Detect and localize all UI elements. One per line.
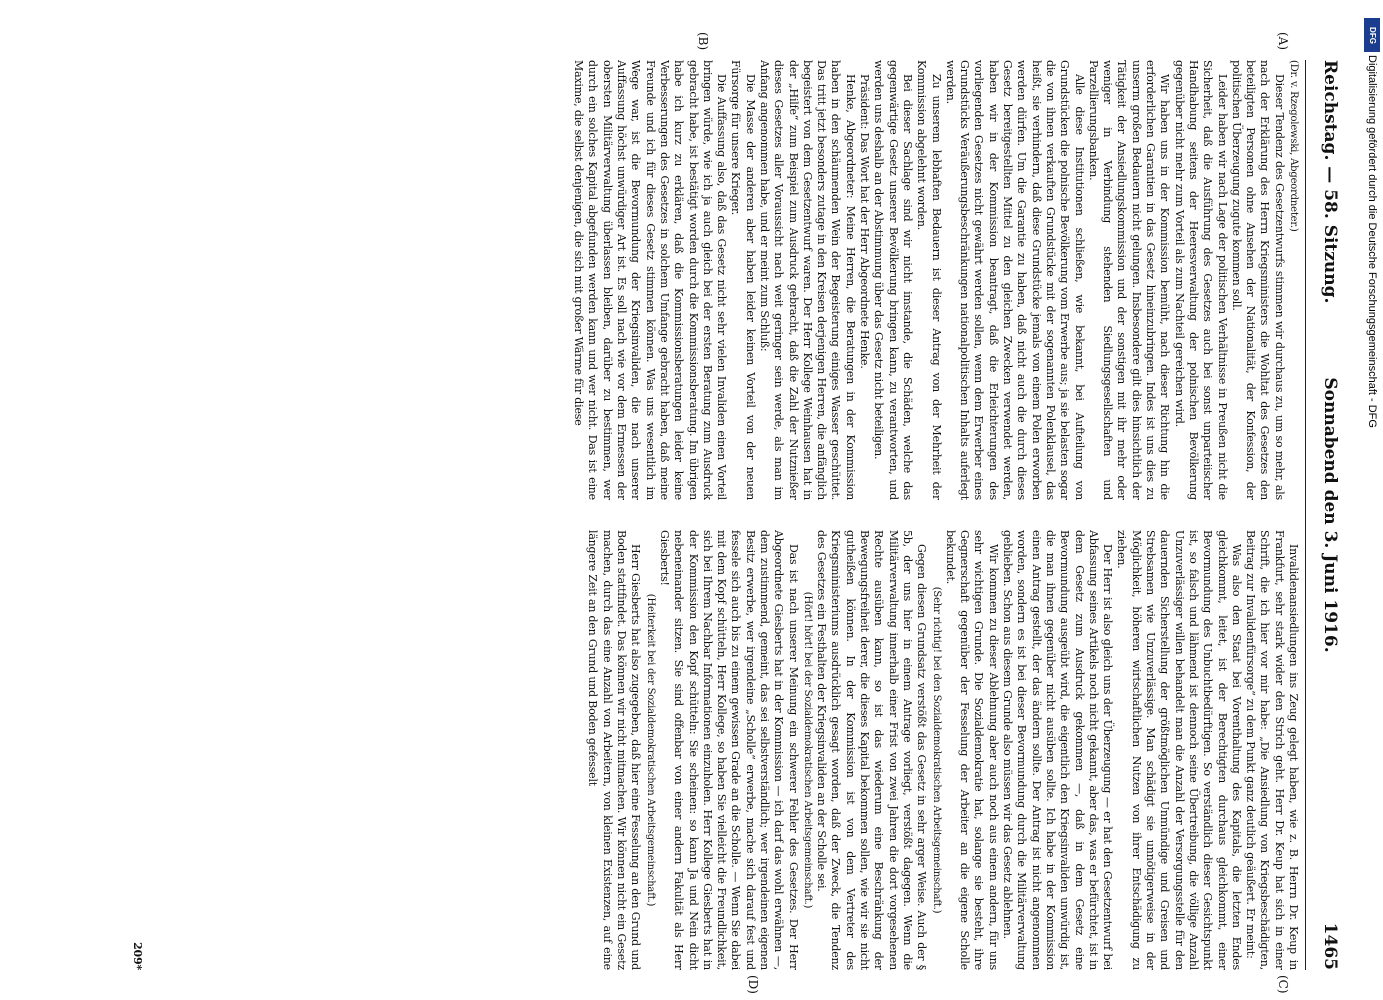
paragraph: Dieser Tendenz des Gesetzentwurfs stimmen wir durchaus zu, um so mehr, als nach der Erklärung des Herrn Kriegsministers die Wohltat des Gesetzes den beteiligten Personen ohne Ansehen der Nationalität, der Konfession, der politischen Überzeugung zugute kommen soll.: [1229, 60, 1286, 500]
digitization-sidebar: [1362, 10, 1382, 990]
paragraph: Wir haben uns in der Kommission bemüht, nach dieser Richtung hin die erforderlichen Garantien in das Gesetz hineinzubringen. Indes ist uns dies zu unserm großen Bedauern nicht gelungen. Insbesondere gilt dies hinsichtlich der Tätigkeit der Ansiedlungskommission und der sonstigen mit ihr mehr oder weniger in Verbindung stehenden Siedlungsgesellschaften und Parzellierungsbanken.: [1086, 60, 1172, 500]
header-page-number: 1465: [1320, 922, 1340, 970]
header-rule: [1305, 60, 1306, 970]
margin-marker-d: (D): [746, 975, 760, 994]
paragraph: Die Masse der anderen aber haben leider keinen Vorteil von der neuen Fürsorge für unsere Krieger.: [729, 60, 757, 500]
paragraph: Henke, Abgeordneter: Meine Herren, die Beratungen in der Kommission haben in den schäumenden Wein der Begeisterung einiges Wasser geschüttet. Das tritt jetzt besonders zutage in den Kreisen derjenigen Herren, die anfänglich begeistert von dem Gesetzentwurf waren. Der Herr Kollege Weinhausen hat in der „Hilfe“ zum Beispiel zum Ausdruck gebracht, daß die Zahl der Nutznießer dieses Gesetzes aller Voraussicht nach weit geringer sein werde, als man im Anfang angenommen habe, und er meint zum Schluß:: [758, 60, 857, 500]
paragraph: Was also den Staat bei Vorenthaltung des Kapitals, die letzten Endes gleichkommt, leitet, ist der Berechtigten durchaus gleichkommt, einer Bevormundung des Unbuchtbedürftigen. So verständlich dieser Gesichtspunkt ist, so falsch und lähmend ist dennoch seine Übertreibung, die völlige Anzahl Unzuverlässiger willen behandelt man die Anzahl der Versorgungsstelle für den dauernden Sicherstellung der größtmöglichen Unmündige und Greisen und Strebsamen wie Unzuverlässige. Man schädigt sie unnötigerweise in der Möglichkeit, höheren wirtschaftlichen Nutzen von ihrer Entschädigung zu ziehen.: [1115, 530, 1243, 970]
speaker-note: (Dr. v. Rzegolewski, Abgeordneter.): [1288, 60, 1299, 232]
left-text-column: [130, 60, 1300, 500]
paragraph: Zu unserem lebhaften Bedauern ist dieser Antrag von der Mehrheit der Kommission abgelehnt worden.: [915, 60, 943, 500]
left-paragraphs: [571, 60, 1286, 500]
header-left: Reichstag. — 58. Sitzung.: [1320, 60, 1340, 304]
digitization-credit: Digitalisierung gefördert durch die Deutsche Forschungsgemeinschaft - DFG: [1366, 55, 1378, 428]
paragraph: Alle diese Institutionen schließen, wie bekannt, bei Aufteilung von Grundstücken die polnische Bevölkerung vom Erwerbe aus; ja sie belasten sogar die von ihnen verkauften Grundstücke mit der sogenannten Polenklausel, das heißt, sie verhindern, daß diese Grundstücke jemals von einem Polen erworben werden dürfen. Um die Garantie zu haben, daß nicht auch die durch dieses Gesetz bereitgestellten Mittel zu den gleichen Zwecken verwendet werden, haben wir in der Kommission beantragt, daß die Erleichterungen des vorliegenden Gesetzes nicht gewährt werden sollen, wenn dem Erwerber eines Grundstücks Veräußerungsbeschränkungen nationalpolitischen Inhalts auferlegt werden.: [943, 60, 1086, 500]
dfg-logo: [1364, 18, 1380, 52]
scanned-page: [60, 20, 1360, 994]
paragraph: (Heiterkeit bei der Sozialdemokratischen Arbeitsgemeinschaft.): [644, 593, 656, 907]
paragraph: Leider haben wir nach Lage der politischen Verhältnisse in Preußen nicht die Sicherheit, daß die Ausführung des Gesetzes auch bei sonst unparteiischer Handhabung seitens der Heeresverwaltung der polnischen Bevölkerung gegenüber nicht mehr zum Vorteil als zum Nachteil gereichen wird.: [1172, 60, 1229, 500]
paragraph: Herr Giesberts hat also zugegeben, daß hier eine Fesselung an den Grund und Boden stattfindet. Das können wir nicht mitmachen. Wir können nicht ein Gesetz machen, durch das eine Anzahl von Arbeitern, von kleinen Existenzen, auf eine längere Zeit an den Grund und Boden gefesselt: [586, 530, 643, 970]
paragraph: Gegen diesen Grundsatz verstößt das Gesetz in sehr arger Weise. Auch der § 5b, der uns hier in einem Antrage vorliegt, verstößt dagegen. Wenn die Militärverwaltung innerhalb einer Frist von zwei Jahren die dort vorgesehenen Rechte ausüben kann, so ist das wiederum eine Beschränkung der Bewegungsfreiheit derer, die dieses Kapital bekommen sollen, wie wir sie nicht gutheißen können. In der Kommission ist von dem Vertreter des Kriegsministeriums ausdrücklich gesagt worden, daß der Zweck, die Tendenz des Gesetzes ein Festhalten der Kriegsinvaliden an der Scholle sei.: [815, 530, 929, 970]
margin-marker-c: (C): [1276, 975, 1290, 994]
running-header: [1310, 60, 1350, 970]
right-text-column: [130, 530, 1300, 970]
paragraph: Wir kommen zu dieser Ablehnung aber auch noch aus einem andern, für uns sehr wichtigen Grunde. Die Sozialdemokratie hat, solange sie besteht, ihre Gegnerschaft gegenüber der Fesselung der Arbeiter an die eigene Scholle bekundet.: [943, 530, 1000, 970]
paragraph: Bei dieser Sachlage sind wir nicht imstande, die Schäden, welche das gegenwärtige Gesetz unserer Bevölkerung bringen kann, zu verantworten, und werden uns deshalb an der Abstimmung über das Gesetz nicht beteiligen.: [872, 60, 914, 500]
paragraph: (Hört! hört! bei der Sozialdemokratischen Arbeitsgemeinschaft.): [801, 591, 813, 909]
margin-marker-a: (A): [1276, 32, 1290, 51]
dfg-logo-text: DFG: [1367, 26, 1377, 44]
paragraph: Der Herr ist also gleich uns der Überzeugung — er hat den Gesetzentwurf bei Abfassung seines Artikels noch nicht gekannt, aber das, was er befürchtet, ist in dem Gesetz zum Ausdruck gekommen —, daß in dem Gesetz eine Bevormundung ausgeübt wird, die eigentlich den Kriegsinvaliden unwürdig ist, die man ihnen gegenüber nicht ausüben sollte. Ich habe in der Kommission einen Antrag gestellt, der das ändern sollte. Der Antrag ist nicht angenommen worden, sondern es ist bei dieser Bevormundung durch die Militärverwaltung geblieben. Schon aus diesem Grunde also müssen wir das Gesetz ablehnen.: [1001, 530, 1115, 970]
page-footer-mark: 209*: [131, 942, 145, 970]
paragraph: Invalidenansiedlungen ins Zeug gelegt haben, wie z. B. Herrn Dr. Keup in Frankfurt, sehr stark wider den Strich geht. Herr Dr. Keup hat sich in einer Schrift, die ich hier vor mir habe: „Die Ansiedlung von Kriegsbeschädigten, Beitrag zur Invalidenfürsorge“ zu dem Punkt ganz deutlich geäußert. Er meint:: [1244, 530, 1300, 970]
margin-marker-b: (B): [696, 32, 710, 51]
header-center: Sonnabend den 3. Juni 1916.: [1320, 377, 1340, 653]
paragraph: Die Auffassung also, daß das Gesetz nicht sehr vielen Invaliden einen Vorteil bringen würde, wie ich ja auch gleich bei der ersten Beratung zum Ausdruck gebracht habe, ist bestätigt worden durch die Kommissionsberatung. Im übrigen habe ich kurz zu erklären, daß die Kommissionsberatungen leider keine Verbesserungen des Gesetzes in solchem Umfange gebracht haben, daß meine Freunde und ich für dieses Gesetz stimmen können. Was uns wesentlich im Wege war, ist die Bevormundung der Kriegsinvaliden, die nach unserer Auffassung höchst unwürdiger Art ist. Es soll nach wie vor dem Ermessen der obersten Militärverwaltung überlassen bleiben, darüber zu bestimmen, wer durch ein solches Kapital abgefunden werden kann und wer nicht. Das ist eine Maxime, die selbst denjenigen, die sich mit großer Wärme für diese: [572, 60, 729, 500]
paragraph: Das ist nach unserer Meinung ein schwerer Fehler des Gesetzes. Der Herr Abgeordnete Giesberts hat in der Kommission — ich darf das wohl erwähnen —, dem zustimmend, gemeint, das sei selbstverständlich; wer irgendeinen eigenen Besitz erwerbe, wer irgendeine „Scholle“ erwerbe, mache sich darauf fest und fessele sich auch bis zu einem gewissen Grade an die Scholle. — Wenn Sie dabei mit dem Kopf schütteln, Herr Kollege, so haben Sie vielleicht die Freundlichkeit, sich bei Ihrem Nachbar Informationen einzuholen. Herr Kollege Giesberts hat in der Kommission den Kopf schütteln: Sie scheinen: so kann Ja und Nein dicht nebeneinander sitzen. Sie sind offenbar von einer andern Fakultät als Herr Giesberts!: [657, 530, 800, 970]
right-paragraphs: [585, 530, 1300, 970]
paragraph: (Sehr richtig! bei den Sozialdemokratischen Arbeitsgemeinschaft.): [930, 586, 942, 914]
paragraph: Präsident: Das Wort hat der Herr Abgeordnete Henke.: [858, 74, 872, 369]
rotated-page-content: [120, 32, 1350, 994]
